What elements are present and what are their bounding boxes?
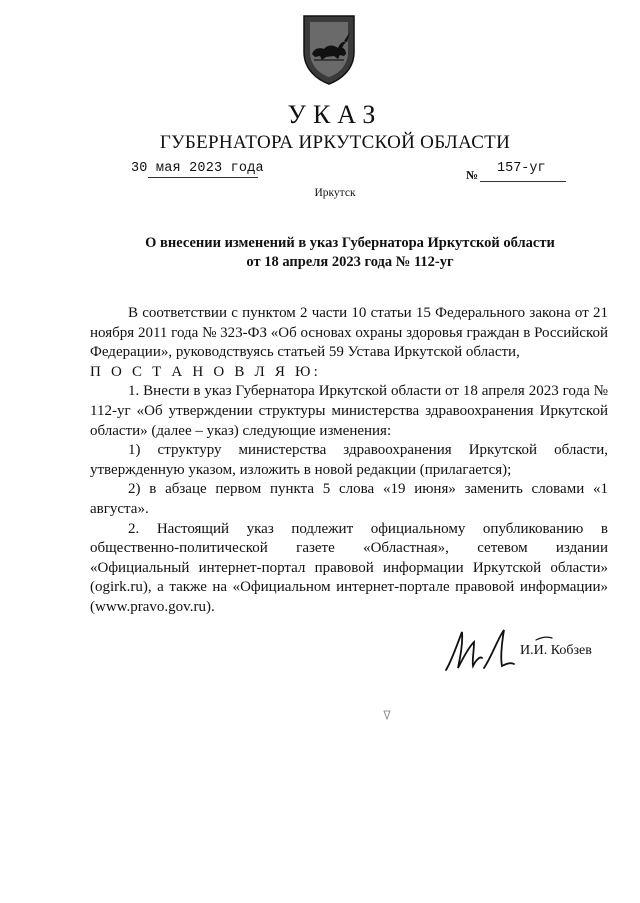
page-mark [383, 710, 391, 720]
date-underline [148, 177, 258, 178]
paragraph-subitem-1: 1) структуру министерства здравоохранения Иркутской области, утвержденную указом, изложить в новой редакции (прилагается); [90, 442, 608, 478]
number-underline [480, 181, 566, 182]
document-body [90, 304, 608, 618]
coat-of-arms-icon [300, 14, 358, 86]
document-title [120, 234, 580, 272]
paragraph-item-2: 2. Настоящий указ подлежит официальному опубликованию в общественно-политической газете «Областная», сетевом издании «Официальный интернет-портал правовой информации Иркутской области» (ogirk.ru), а также на «Официальном интернет-портале правовой информации» (www.pravo.gov.ru). [90, 520, 608, 615]
document-type: УКАЗ [287, 100, 383, 129]
paragraph-item-1: 1. Внести в указ Губернатора Иркутской области от 18 апреля 2023 года № 112-уг «Об утверждении структуры министерства здравоохранения Иркутской области» (далее – указ) следующие изменения: [90, 383, 608, 439]
city: Иркутск [314, 187, 356, 199]
title-line-1: О внесении изменений в указ Губернатора Иркутской области [145, 235, 555, 251]
document-number: 157-уг [497, 161, 546, 176]
paragraph-subitem-2: 2) в абзаце первом пункта 5 слова «19 июня» заменить словами «1 августа». [90, 481, 608, 517]
issuer: ГУБЕРНАТОРА ИРКУТСКОЙ ОБЛАСТИ [159, 132, 511, 153]
paragraph-preamble: В соответствии с пунктом 2 части 10 статьи 15 Федерального закона от 21 ноября 2011 года № 323-ФЗ «Об основах охраны здоровья граждан в Российской Федерации», руководствуясь статьей 59 Устава Иркутской области, [90, 305, 608, 361]
number-sign: № [466, 168, 479, 182]
decree-word: П О С Т А Н О В Л Я Ю: [90, 363, 321, 380]
title-line-2: от 18 апреля 2023 года № 112-уг [246, 254, 454, 270]
signer-name: И.И. Кобзев [520, 643, 592, 658]
document-date: 30 мая 2023 года [131, 161, 264, 176]
